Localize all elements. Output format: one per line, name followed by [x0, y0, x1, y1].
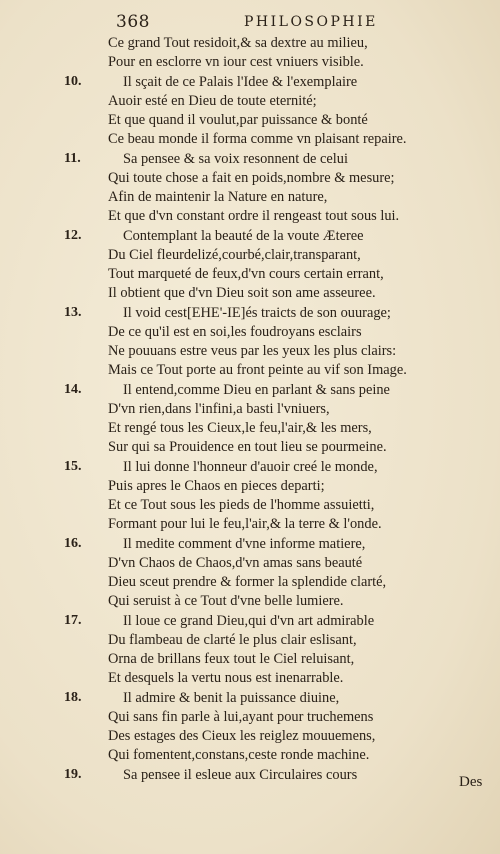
verse-line — [0, 495, 500, 515]
verse-line — [0, 33, 500, 53]
verse-text: D'vn Chaos de Chaos,d'vn amas sans beauté — [108, 554, 363, 571]
verse-text: Et ce Tout sous les pieds de l'homme assuietti, — [108, 497, 375, 513]
verse-text: Sur qui sa Prouidence en tout lieu se pourmeine. — [108, 439, 387, 456]
verse-text: Il lui donne l'honneur d'auoir creé le monde, — [123, 458, 378, 475]
stanza-number: 13. — [64, 304, 82, 320]
verse-line — [0, 572, 500, 592]
verse-line — [0, 707, 500, 727]
verse-line — [0, 245, 500, 265]
verse-text: Et desquels la vertu nous est inenarrable. — [108, 670, 344, 687]
verse-line — [0, 726, 500, 746]
verse-text: Du flambeau de clarté le plus clair eslisant, — [108, 631, 357, 648]
verse-line — [0, 72, 500, 92]
verse-line — [0, 91, 500, 111]
verse-text: Il entend,comme Dieu en parlant & sans peine — [123, 381, 390, 398]
stanza-number: 16. — [64, 535, 82, 551]
verse-text: Sa pensee il esleue aux Circulaires cours — [123, 766, 358, 783]
verse-text: Dieu sceut prendre & former la splendide clarté, — [108, 574, 387, 590]
verse-text: Du Ciel fleurdelizé,courbé,clair,transparant, — [108, 246, 361, 263]
verse-text: Auoir esté en Dieu de toute eternité; — [108, 92, 317, 109]
verse-text: D'vn rien,dans l'infini,a basti l'vniuers, — [108, 400, 330, 417]
verse-line — [0, 630, 500, 650]
verse-text: Il admire & benit la puissance diuine, — [123, 689, 340, 706]
verse-line — [0, 149, 500, 169]
page-number: 368 — [116, 12, 150, 32]
verse-line — [0, 360, 500, 380]
verse-text: Ce grand Tout residoit,& sa dextre au milieu, — [108, 35, 368, 51]
verse-text: Formant pour lui le feu,l'air,& la terre & l'onde. — [108, 516, 382, 533]
verse-line — [0, 437, 500, 457]
verse-line — [0, 611, 500, 631]
catchword: Des — [459, 774, 483, 790]
verse-line — [0, 303, 500, 323]
verse-line — [0, 322, 500, 342]
verse-text: Orna de brillans feux tout le Ciel reluisant, — [108, 651, 355, 667]
verse-line — [0, 688, 500, 708]
verse-text: Ne pouuans estre veus par les yeux les plus clairs: — [108, 343, 397, 359]
verse-line — [0, 399, 500, 419]
verse-line — [0, 418, 500, 438]
verse-line — [0, 553, 500, 573]
verse-text: Il obtient que d'vn Dieu soit son ame asseuree. — [108, 285, 376, 302]
verse-text: Il loue ce grand Dieu,qui d'vn art admirable — [123, 612, 375, 629]
verse-text: Puis apres le Chaos en pieces departi; — [108, 477, 325, 494]
verse-text: Sa pensee & sa voix resonnent de celui — [123, 150, 348, 167]
verse-line — [0, 187, 500, 207]
verse-text: Et que d'vn constant ordre il rengeast tout sous lui. — [108, 208, 400, 225]
verse-text: Et que quand il voulut,par puissance & bonté — [108, 112, 368, 128]
verse-line — [0, 668, 500, 688]
verse-line — [0, 226, 500, 246]
verse-line — [0, 591, 500, 611]
verse-line — [0, 206, 500, 226]
stanza-number: 11. — [64, 150, 81, 166]
verse-text: Qui seruist à ce Tout d'vne belle lumiere. — [108, 593, 344, 610]
verse-line — [0, 649, 500, 669]
verse-line — [0, 534, 500, 554]
verse-line — [0, 457, 500, 477]
verse-text: Pour en esclorre vn iour cest vniuers visible. — [108, 54, 364, 71]
verse-line — [0, 52, 500, 72]
verse-text: Ce beau monde il forma comme vn plaisant repaire. — [108, 131, 407, 148]
stanza-number: 17. — [64, 612, 82, 628]
verse-text: Qui toute chose a fait en poids,nombre & mesure; — [108, 169, 395, 186]
verse-text: Des estages des Cieux les reiglez mouuemens, — [108, 728, 376, 744]
verse-line — [0, 129, 500, 149]
verse-text: Qui fomentent,constans,ceste ronde machine. — [108, 747, 370, 764]
verse-line — [0, 514, 500, 534]
verse-text: Il sçait de ce Palais l'Idee & l'exemplaire — [123, 73, 358, 90]
verse-text: De ce qu'il est en soi,les foudroyans esclairs — [108, 323, 362, 340]
verse-text: Tout marqueté de feux,d'vn cours certain errant, — [108, 266, 384, 282]
verse-text: Il medite comment d'vne informe matiere, — [123, 535, 366, 552]
verse-line — [0, 168, 500, 188]
verse-text: Afin de maintenir la Nature en nature, — [108, 189, 328, 205]
verse-line — [0, 341, 500, 361]
stanza-number: 12. — [64, 227, 82, 243]
verse-text: Mais ce Tout porte au front peinte au vif son Image. — [108, 362, 407, 379]
verse-line — [0, 264, 500, 284]
stanza-number: 18. — [64, 689, 82, 705]
stanza-number: 10. — [64, 73, 82, 89]
stanza-number: 19. — [64, 766, 82, 782]
stanza-number: 15. — [64, 458, 82, 474]
verse-line — [0, 765, 500, 785]
verse-text: Qui sans fin parle à lui,ayant pour truchemens — [108, 708, 374, 725]
running-head: PHILOSOPHIE — [244, 14, 378, 30]
verse-line — [0, 476, 500, 496]
verse-line — [0, 283, 500, 303]
stanza-number: 14. — [64, 381, 82, 397]
verse-line — [0, 110, 500, 130]
verse-text: Il void cest[EHE'-IE]és traicts de son ouurage; — [123, 304, 391, 321]
verse-text: Et rengé tous les Cieux,le feu,l'air,& les mers, — [108, 420, 372, 436]
verse-line — [0, 380, 500, 400]
verse-text: Contemplant la beauté de la voute Æteree — [123, 227, 364, 244]
verse-line — [0, 745, 500, 765]
